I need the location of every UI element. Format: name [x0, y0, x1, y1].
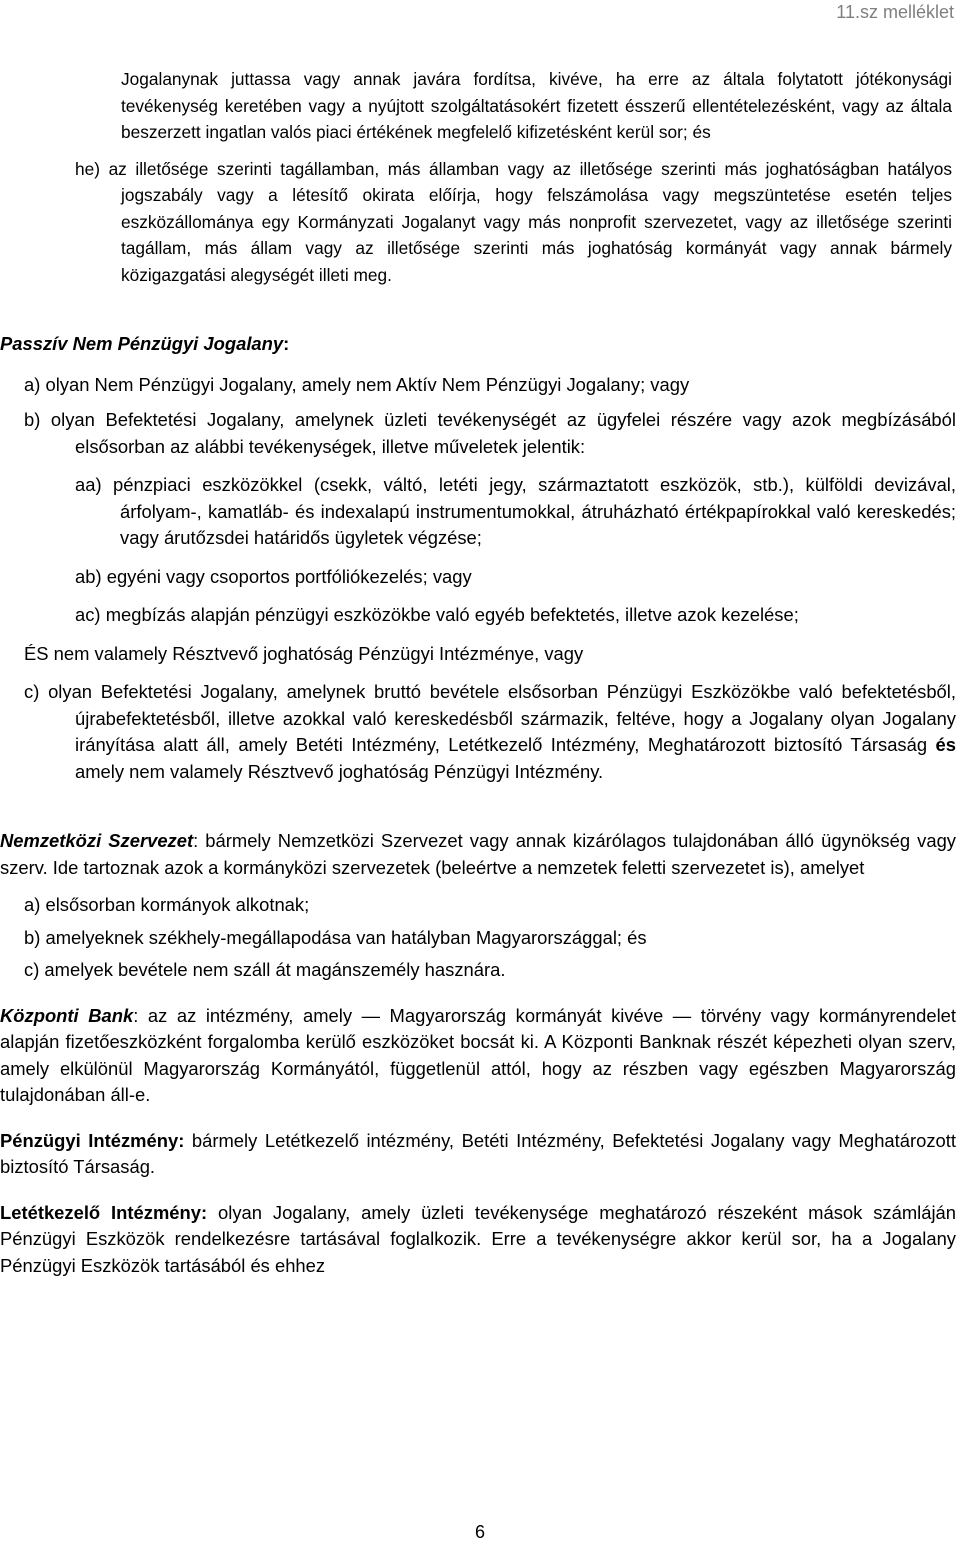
annex-label: 11.sz melléklet: [836, 2, 954, 22]
passive-item-c: [0, 679, 956, 785]
passive-subitem-aa: [0, 472, 956, 552]
clause-he-marker: he): [75, 158, 100, 179]
defined-term: Pénzügyi Intézmény:: [0, 1129, 185, 1151]
subitem-text: megbízás alapján pénzügyi eszközökbe való egyéb befektetés, illetve azok kezelése;: [105, 604, 799, 625]
document-body: [0, 66, 956, 1279]
item-bold-conjunction: és: [935, 734, 956, 755]
clause-he-text: az illetősége szerinti tagállamban, más államban vagy az illetősége szerinti más joghatóságban hatályos jogszabály vagy a létesítő okirata előírja, hogy felszámolása vagy megszüntetése esetén teljes eszközállománya egy Kormányzati Jogalanyt vagy más nonprofit szervezetet, vagy az illetősége szerinti tagállam, más állam vagy az illetősége szerinti más joghatóság kormányát vagy annak bármely közigazgatási alegységét illeti meg.: [108, 158, 952, 285]
passive-subitem-ab: [0, 564, 956, 591]
clause-he: [0, 156, 952, 289]
item-marker: b): [24, 409, 41, 430]
passive-nfe-heading: [0, 331, 956, 358]
definition-text: bármely Letétkezelő intézmény, Betéti Intézmény, Befektetési Jogalany vagy Meghatározott biztosító Társaság.: [0, 1129, 956, 1177]
subitem-text: pénzpiaci eszközökkel (csekk, váltó, letéti jegy, származtatott eszközök, stb.), külföldi devizával, árfolyam-, kamatláb- és indexalapú instrumentumokkal, átruházható értékpapírokkal való kereskedés; vagy árutőzsdei határidős ügyletek végzése;: [113, 474, 956, 548]
defined-term: Központi Bank: [0, 1004, 134, 1026]
item-text: olyan Befektetési Jogalany, amelynek üzleti tevékenységét az ügyfelei részére vagy azok megbízásából elsősorban az alábbi tevékenységek, illetve műveletek jelentik:: [50, 409, 956, 457]
intl-org-item-a: a) elsősorban kormányok alkotnak;: [24, 894, 310, 915]
definition-text: : az az intézmény, amely — Magyarország kormányát kivéve — törvény vagy kormányrendelet alapján fizetőeszközként forgalomba kerülő eszközöket bocsát ki. A Központi Banknak részét képezheti olyan szerv, amely elkülönül Magyarország Kormányától, függetlenül attól, hogy az részben vagy egészben Magyarország tulajdonában áll-e.: [0, 1004, 956, 1105]
intl-org-item-c: c) amelyek bevétele nem száll át magánszemély hasznára.: [24, 959, 506, 980]
custodian-definition: [0, 1200, 956, 1280]
passive-item-a: [24, 372, 956, 399]
defined-term: Nemzetközi Szervezet: [0, 830, 194, 851]
item-text: olyan Befektetési Jogalany, amelynek bruttó bevétele elsősorban Pénzügyi Eszközökbe való befektetésből, újrabefektetésből, illetve azokkal való kereskedésből származik, feltéve, hogy a Jogalany olyan Jogalany irányítása alatt áll, amely Betéti Intézmény, Letétkezelő Intézmény, Meghatározott biztosító Társaság: [48, 681, 956, 755]
item-text: olyan Nem Pénzügyi Jogalany, amely nem Aktív Nem Pénzügyi Jogalany; vagy: [45, 373, 690, 395]
subitem-marker: aa): [75, 474, 102, 495]
financial-institution-definition: [0, 1128, 956, 1181]
defined-term: Letétkezelő Intézmény:: [0, 1201, 208, 1223]
item-text-continued: amely nem valamely Résztvevő joghatóság Pénzügyi Intézmény.: [75, 760, 604, 782]
term-colon: :: [283, 333, 290, 354]
passive-item-b: [0, 407, 956, 460]
passive-subitem-ac: [0, 602, 956, 629]
intl-org-item-b: b) amelyeknek székhely-megállapodása van hatályban Magyarországgal; és: [24, 926, 647, 948]
continuation-paragraph: Jogalanynak juttassa vagy annak javára fordítsa, kivéve, ha erre az általa folytatott jótékonysági tevékenység keretében vagy a nyújtott szolgáltatásokért fizetett ésszerű ellentételezésként, vagy az általa beszerzett ingatlan valós piaci értékének megfelelő kifizetésként kerül sor; és: [121, 69, 952, 142]
intl-org-definition: [0, 828, 956, 881]
page-number: 6: [474, 1522, 485, 1542]
passive-and-line: ÉS nem valamely Résztvevő joghatóság Pénzügyi Intézménye, vagy: [24, 642, 584, 664]
defined-term: Passzív Nem Pénzügyi Jogalany: [0, 333, 284, 354]
subitem-text: egyéni vagy csoportos portfóliókezelés; vagy: [106, 565, 472, 587]
subitem-marker: ac): [75, 604, 101, 625]
item-marker: c): [24, 681, 40, 702]
definition-text: : bármely Nemzetközi Szervezet vagy annak kizárólagos tulajdonában álló ügynökség vagy szerv. Ide tartoznak azok a kormányközi szervezetek (beleértve a nemzetek feletti szervezetet is), amelyet: [0, 830, 956, 878]
item-marker: a): [24, 373, 41, 395]
central-bank-definition: [0, 1003, 956, 1109]
subitem-marker: ab): [75, 565, 102, 587]
definition-text: olyan Jogalany, amely üzleti tevékenysége meghatározó részeként mások számláján Pénzügyi Eszközök rendelkezésre tartásával foglalkozik. Erre a tevékenységre akkor kerül sor, ha a Jogalany Pénzügyi Eszközök tartásából és ehhez: [0, 1201, 957, 1276]
